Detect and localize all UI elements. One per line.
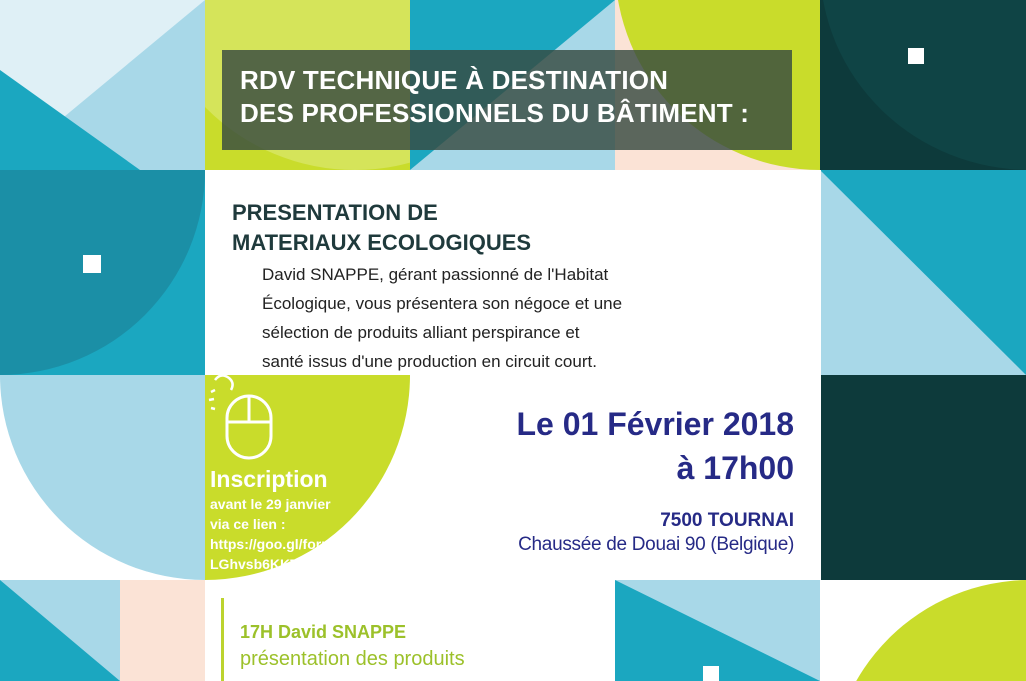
programme-title: 17H David SNAPPE xyxy=(240,622,407,642)
banner-line-1: RDV TECHNIQUE À DESTINATION xyxy=(240,65,669,95)
bg-tile xyxy=(0,0,205,170)
inscription-link[interactable]: LGhvsb6KKT6SIC12 xyxy=(210,556,346,572)
inscription-details xyxy=(210,494,355,574)
event-address: Chaussée de Douai 90 (Belgique) xyxy=(518,534,794,555)
bg-dot xyxy=(908,48,924,64)
bg-dot xyxy=(703,666,719,681)
programme-subtitle: présentation des produits xyxy=(240,648,465,670)
inscription-deadline: avant le 29 janvier xyxy=(210,496,331,512)
programme-divider xyxy=(221,598,224,681)
inscription-title: Inscription xyxy=(210,466,328,492)
presentation-description xyxy=(262,260,732,376)
description-line: sélection de produits alliant perspirance et xyxy=(262,323,580,342)
header-banner xyxy=(222,50,792,150)
event-time: à 17h00 xyxy=(676,450,794,486)
mouse-icon xyxy=(205,372,285,467)
bg-tile xyxy=(0,375,205,580)
bg-tile xyxy=(820,375,1026,580)
presentation-title-line-1: PRESENTATION DE xyxy=(232,200,438,225)
bg-dot xyxy=(83,255,101,273)
presentation-title xyxy=(232,198,531,258)
inscription-via: via ce lien : xyxy=(210,516,286,532)
event-date: Le 01 Février 2018 xyxy=(516,406,794,442)
bg-tile xyxy=(0,170,205,375)
bg-tile xyxy=(0,580,205,681)
event-city: 7500 TOURNAI xyxy=(660,510,794,531)
description-line: Écologique, vous présentera son négoce et une xyxy=(262,294,623,313)
event-date-block xyxy=(516,402,794,490)
bg-tile xyxy=(820,580,1026,681)
bg-tile xyxy=(615,580,820,681)
description-line: santé issus d'une production en circuit court. xyxy=(262,352,597,371)
description-line: David SNAPPE, gérant passionné de l'Habitat xyxy=(262,265,609,284)
banner-line-2: DES PROFESSIONNELS DU BÂTIMENT : xyxy=(240,98,750,128)
bg-tile xyxy=(820,0,1026,170)
bg-tile xyxy=(820,170,1026,375)
inscription-link[interactable]: https://goo.gl/forms/H xyxy=(210,536,356,552)
presentation-title-line-2: MATERIAUX ECOLOGIQUES xyxy=(232,230,532,255)
